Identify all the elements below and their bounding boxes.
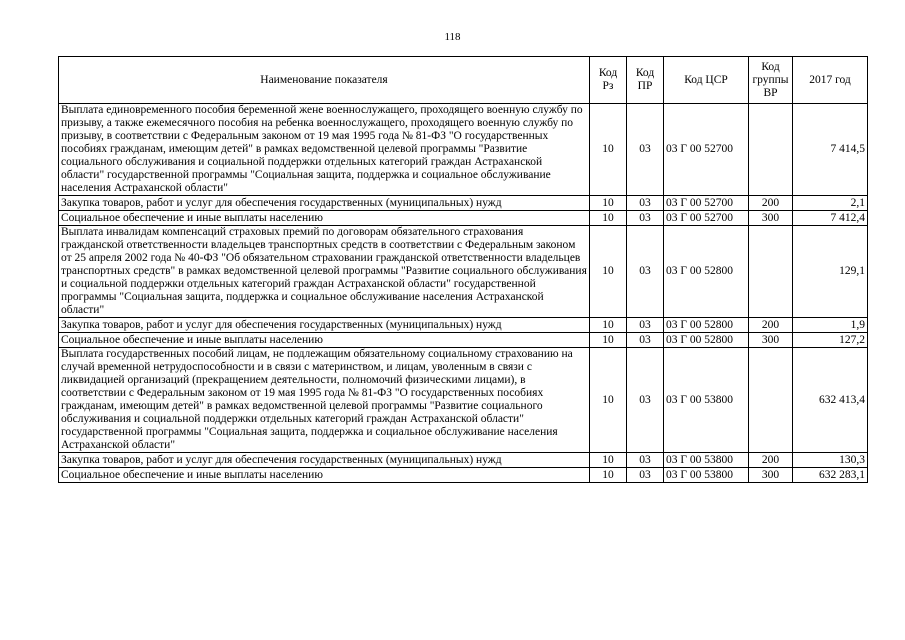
row-value: 2,1	[793, 196, 868, 211]
row-vr: 300	[749, 468, 793, 483]
row-pr: 03	[627, 318, 664, 333]
table-row	[59, 211, 868, 226]
row-pr: 03	[627, 333, 664, 348]
row-csr: 03 Г 00 52800	[664, 333, 749, 348]
row-rz: 10	[590, 226, 627, 318]
page-number: 118	[444, 31, 461, 43]
row-value: 1,9	[793, 318, 868, 333]
row-pr: 03	[627, 453, 664, 468]
row-vr: 300	[749, 333, 793, 348]
table-row	[59, 104, 868, 196]
row-value: 7 412,4	[793, 211, 868, 226]
row-vr	[749, 104, 793, 196]
row-csr: 03 Г 00 52800	[664, 318, 749, 333]
header-year: 2017 год	[793, 57, 868, 104]
row-rz: 10	[590, 318, 627, 333]
budget-table	[58, 56, 868, 483]
row-vr: 200	[749, 453, 793, 468]
row-value: 632 413,4	[793, 348, 868, 453]
row-csr: 03 Г 00 53800	[664, 453, 749, 468]
row-value: 130,3	[793, 453, 868, 468]
row-rz: 10	[590, 211, 627, 226]
row-csr: 03 Г 00 52700	[664, 211, 749, 226]
row-name: Социальное обеспечение и иные выплаты населению	[59, 468, 590, 483]
row-csr: 03 Г 00 53800	[664, 348, 749, 453]
table-row	[59, 453, 868, 468]
table-row	[59, 348, 868, 453]
row-rz: 10	[590, 196, 627, 211]
table-row	[59, 468, 868, 483]
row-vr: 300	[749, 211, 793, 226]
table-row	[59, 196, 868, 211]
row-name: Социальное обеспечение и иные выплаты населению	[59, 333, 590, 348]
table-row	[59, 318, 868, 333]
table-row	[59, 333, 868, 348]
row-name: Закупка товаров, работ и услуг для обеспечения государственных (муниципальных) нужд	[59, 318, 590, 333]
row-csr: 03 Г 00 53800	[664, 468, 749, 483]
header-vr: Код группы ВР	[749, 57, 793, 104]
row-rz: 10	[590, 333, 627, 348]
row-name: Закупка товаров, работ и услуг для обеспечения государственных (муниципальных) нужд	[59, 453, 590, 468]
table-row	[59, 226, 868, 318]
row-name: Выплата единовременного пособия беременной жене военнослужащего, проходящего военную службу по призыву, а также ежемесячного пособия на ребенка военнослужащего, проходящего военную службу по призыву, в соответствии с Федеральным законом от 19 мая 1995 года № 81-ФЗ "О государственных пособиях гражданам, имеющим детей" в рамках ведомственной целевой программы "Развитие социального обслуживания и социальной поддержки отдельных категорий граждан Астраханской области" государственной программы "Социальная защита, поддержка и социальное обслуживание населения Астраханской области"	[59, 104, 590, 196]
row-pr: 03	[627, 348, 664, 453]
table-header-row	[59, 57, 868, 104]
row-vr: 200	[749, 318, 793, 333]
header-rz: Код Рз	[590, 57, 627, 104]
row-pr: 03	[627, 104, 664, 196]
row-pr: 03	[627, 226, 664, 318]
row-csr: 03 Г 00 52700	[664, 104, 749, 196]
row-csr: 03 Г 00 52800	[664, 226, 749, 318]
row-name: Выплата инвалидам компенсаций страховых премий по договорам обязательного страхования гражданской ответственности владельцев транспортных средств в соответствии с Федеральным законом от 25 апреля 2002 года № 40-ФЗ "Об обязательном страховании гражданской ответственности владельцев транспортных средств" в рамках ведомственной целевой программы "Развитие социального обслуживания и социальной поддержки отдельных категорий граждан Астраханской области" государственной программы "Социальная защита, поддержка и социальное обслуживание населения Астраханской области"	[59, 226, 590, 318]
row-name: Закупка товаров, работ и услуг для обеспечения государственных (муниципальных) нужд	[59, 196, 590, 211]
row-rz: 10	[590, 453, 627, 468]
row-vr: 200	[749, 196, 793, 211]
row-value: 129,1	[793, 226, 868, 318]
row-rz: 10	[590, 348, 627, 453]
row-vr	[749, 226, 793, 318]
row-vr	[749, 348, 793, 453]
row-value: 7 414,5	[793, 104, 868, 196]
row-value: 127,2	[793, 333, 868, 348]
row-name: Социальное обеспечение и иные выплаты населению	[59, 211, 590, 226]
row-rz: 10	[590, 468, 627, 483]
row-name: Выплата государственных пособий лицам, не подлежащим обязательному социальному страхованию на случай временной нетрудоспособности и в связи с материнством, и лицам, уволенным в связи с ликвидацией организаций (прекращением деятельности, полномочий физическими лицами), в соответствии с Федеральным законом от 19 мая 1995 года № 81-ФЗ "О государственных пособиях гражданам, имеющим детей" в рамках ведомственной целевой программы "Развитие социального обслуживания и социальной поддержки отдельных категорий граждан Астраханской области" государственной программы "Социальная защита, поддержка и социальное обслуживание населения Астраханской области"	[59, 348, 590, 453]
header-name: Наименование показателя	[59, 57, 590, 104]
header-csr: Код ЦСР	[664, 57, 749, 104]
header-pr: Код ПР	[627, 57, 664, 104]
row-rz: 10	[590, 104, 627, 196]
row-pr: 03	[627, 211, 664, 226]
row-pr: 03	[627, 196, 664, 211]
row-pr: 03	[627, 468, 664, 483]
row-csr: 03 Г 00 52700	[664, 196, 749, 211]
row-value: 632 283,1	[793, 468, 868, 483]
